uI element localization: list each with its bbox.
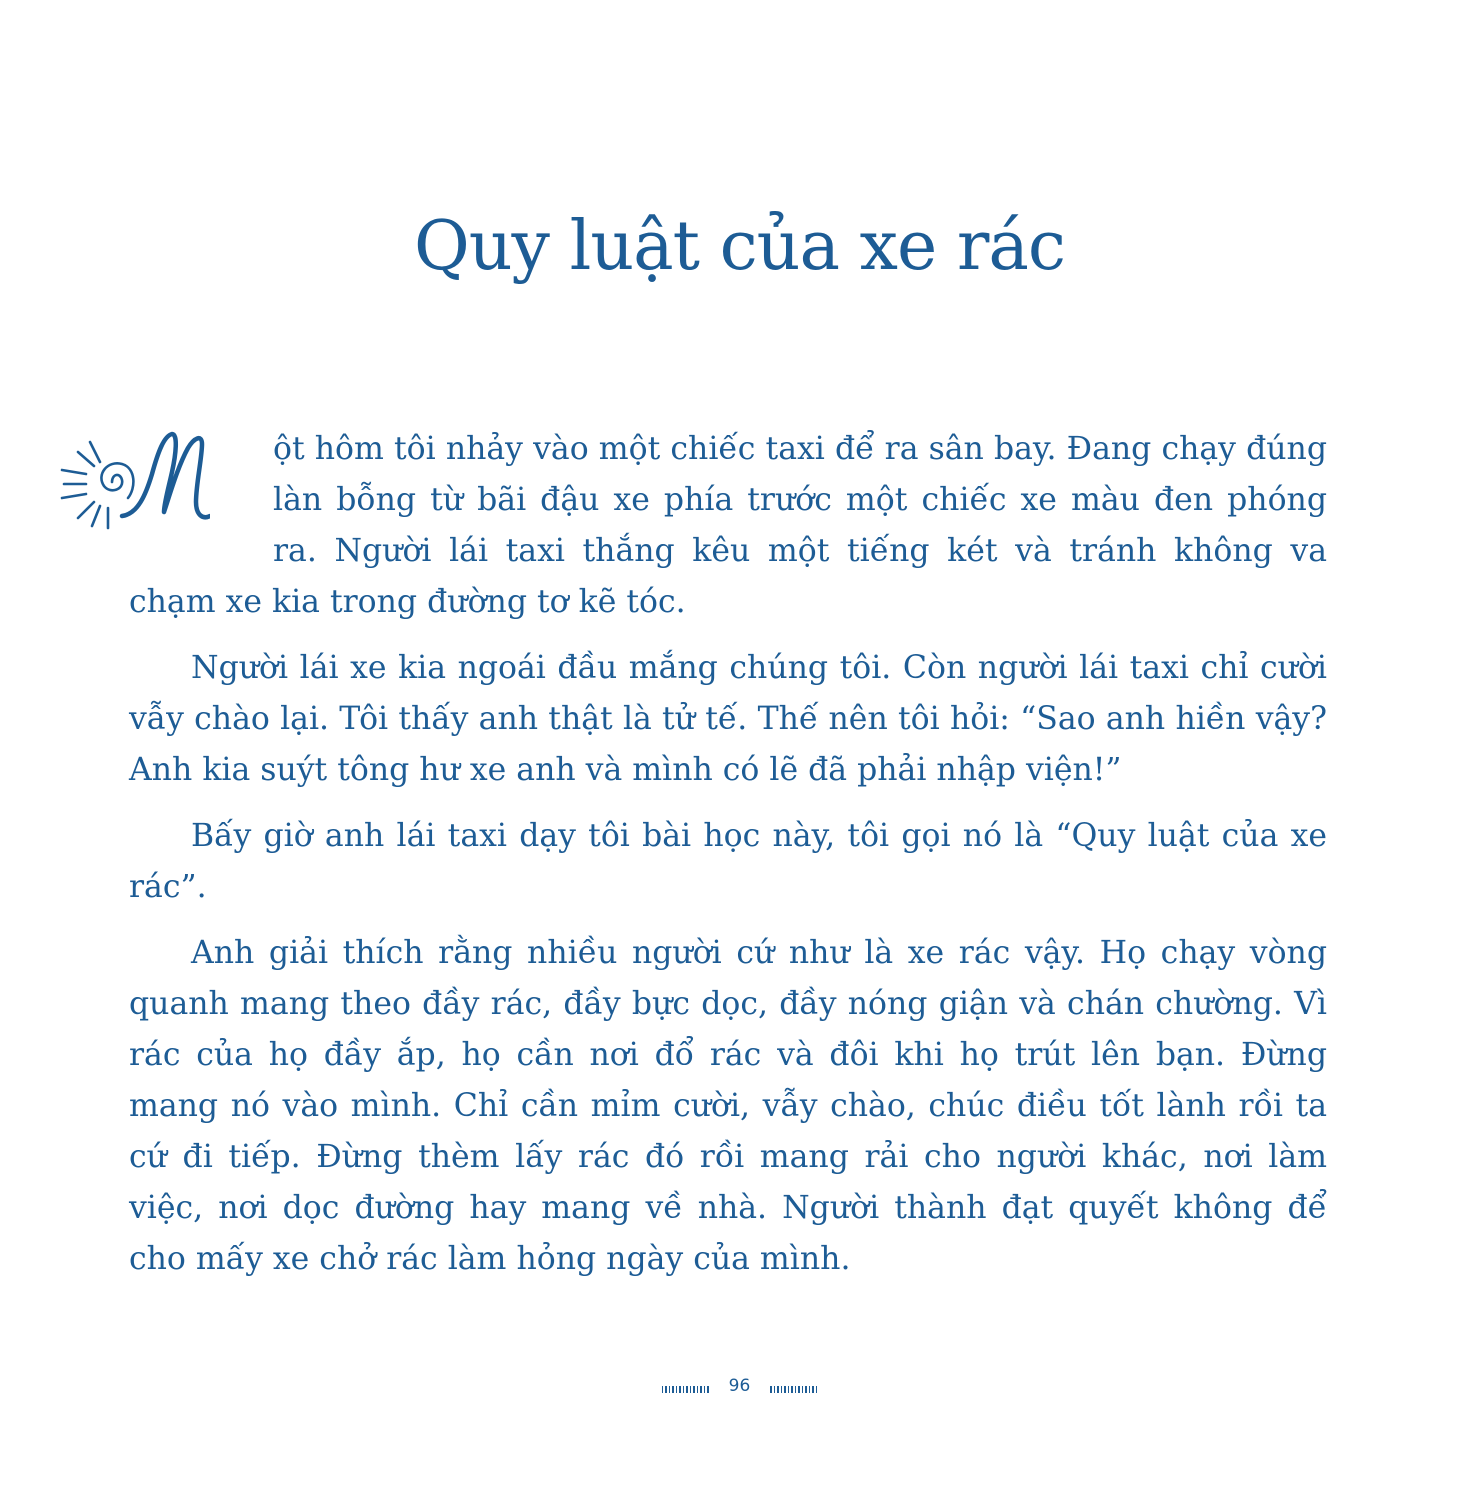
paragraph-3: Bấy giờ anh lái taxi dạy tôi bài học này, tôi gọi nó là “Quy luật của xe rác”.	[129, 818, 1327, 905]
footer-ornament-right	[770, 1383, 817, 1393]
sun-swirl-icon	[60, 424, 210, 534]
footer-ornament-left	[662, 1383, 709, 1393]
paragraph-1-text: ột hôm tôi nhảy vào một chiếc taxi để ra sân bay. Đang chạy đúng làn bỗng từ bãi đậu xe phía trước một chiếc xe màu đen phóng ra. Người lái taxi thắng kêu một tiếng két và tránh không va chạm xe kia trong đường tơ kẽ tóc.	[129, 431, 1327, 620]
dropcap	[0, 428, 273, 530]
paragraph-4: Anh giải thích rằng nhiều người cứ như là xe rác vậy. Họ chạy vòng quanh mang theo đầy rác, đầy bực dọc, đầy nóng giận và chán chường. Vì rác của họ đầy ắp, họ cần nơi đổ rác và đôi khi họ trút lên bạn. Đừng mang nó vào mình. Chỉ cần mỉm cười, vẫy chào, chúc điều tốt lành rồi ta cứ đi tiếp. Đừng thèm lấy rác đó rồi mang rải cho người khác, nơi làm việc, nơi dọc đường hay mang về nhà. Người thành đạt quyết không để cho mấy xe chở rác làm hỏng ngày của mình.	[129, 935, 1327, 1277]
body-text	[129, 424, 1327, 1300]
paragraph-2: Người lái xe kia ngoái đầu mắng chúng tôi. Còn người lái taxi chỉ cười vẫy chào lại. Tôi thấy anh thật là tử tế. Thế nên tôi hỏi: “Sao anh hiền vậy? Anh kia suýt tông hư xe anh và mình có lẽ đã phải nhập viện!”	[129, 650, 1327, 788]
paragraph-1	[129, 424, 1327, 628]
page-number: 96	[728, 1376, 751, 1396]
page-footer	[0, 1376, 1479, 1396]
chapter-title: Quy luật của xe rác	[414, 207, 1065, 286]
